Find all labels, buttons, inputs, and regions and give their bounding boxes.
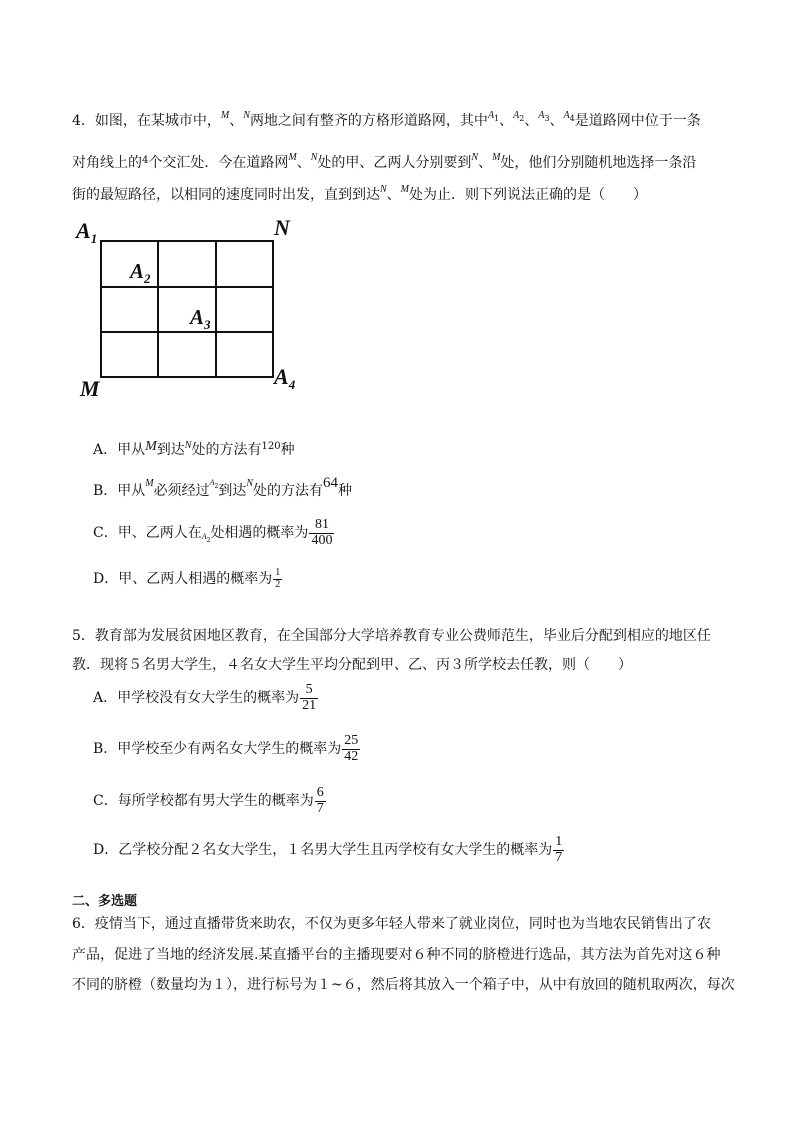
q4-line3-text-a: 街的最短路径，以相同的速度同时出发，直到到达 [72, 187, 380, 203]
var-A4: A [563, 110, 570, 121]
sub-3: 3 [544, 114, 550, 123]
q5-option-a [93, 683, 319, 713]
opt-text: B．甲学校至少有两名女大学生的概率为 [93, 741, 342, 758]
opt-text: 到达 [218, 483, 247, 499]
q4-option-d [93, 568, 283, 590]
var-N: N [184, 440, 192, 451]
sub-2: 2 [214, 483, 219, 490]
fraction-81-400 [309, 518, 334, 548]
q6-line2: 产品，促进了当地的经济发展.某直播平台的主播现要对６种不同的脐橙进行选品，其方法为首先对这６种 [72, 947, 721, 963]
label-A4: $A_4$ [274, 364, 296, 392]
opt-text: 处相遇的概率为 [210, 525, 309, 542]
q4-option-b [93, 475, 353, 500]
var-N: N [246, 478, 254, 489]
q4-line2-text-b: 个交汇处．今在道路网 [148, 155, 289, 171]
frac-num: 1 [555, 834, 563, 849]
opt-text: B．甲从 [93, 483, 146, 499]
label-A1: $A_1$ [76, 218, 98, 246]
sep: 、 [524, 113, 539, 129]
label-A3: $A_3$ [190, 305, 211, 332]
opt-text: A．甲学校没有女大学生的概率为 [93, 690, 300, 707]
frac-den: 400 [311, 532, 333, 548]
q4-line1 [72, 110, 701, 130]
q4-line1-text-a: 4．如图，在某城市中， [72, 113, 221, 129]
q5-line1: 5．教育部为发展贫困地区教育，在全国部分大学培养教育专业公费师范生，毕业后分配到相应的地区任 [72, 628, 711, 644]
label-M: M [80, 376, 100, 401]
num-4: 4 [142, 155, 149, 166]
frac-num: 81 [314, 517, 329, 532]
q5-option-c [93, 786, 327, 816]
frac-den: 21 [302, 697, 317, 713]
var-M: M [145, 478, 154, 489]
frac-den: 2 [275, 578, 281, 590]
fraction-6-7 [315, 786, 326, 816]
opt-text: 到达 [156, 442, 185, 458]
fraction-1-7 [553, 835, 564, 865]
q4-line3 [72, 184, 647, 204]
opt-text: C．甲、乙两人在 [93, 525, 202, 542]
sep: 、 [229, 113, 244, 129]
sub-2: 2 [519, 114, 525, 123]
var-M: M [145, 439, 157, 454]
sep: 、 [499, 113, 514, 129]
opt-text: 处的方法有 [191, 442, 262, 458]
opt-text: 处的方法有 [253, 483, 324, 499]
sep: 、 [386, 187, 401, 203]
var-N: N [380, 184, 387, 195]
frac-num: 6 [316, 785, 324, 800]
opt-text: 必须经过 [153, 483, 210, 499]
var-A3: A [538, 110, 545, 121]
opt-text: D．乙学校分配２名女大学生，１名男大学生且丙学校有女大学生的概率为 [93, 842, 553, 859]
var-M: M [492, 152, 501, 163]
q4-option-a [93, 439, 295, 459]
grid-figure [70, 212, 310, 402]
var-N: N [471, 152, 479, 163]
section-title-multiple-choice: 二、多选题 [72, 894, 138, 909]
sub-1: 1 [494, 114, 500, 123]
var-A2: A [513, 110, 520, 121]
label-A2: $A_2$ [130, 259, 151, 286]
opt-text: A．甲从 [93, 442, 146, 458]
sep: 、 [296, 155, 311, 171]
q4-line1-text-b: 两地之间有整齐的方格形道路网，其中 [249, 113, 488, 129]
q4-line2 [72, 152, 696, 172]
label-N: N [274, 215, 290, 240]
sep: 、 [478, 155, 493, 171]
var-A2: A [201, 532, 207, 542]
frac-den: 7 [555, 849, 563, 865]
q4-option-c [93, 518, 335, 548]
q6-line3: 不同的脐橙（数量均为１），进行标号为１~６，然后将其放入一个箱子中，从中有放回的随机取两次，每次 [72, 977, 735, 993]
num-120: 120 [261, 441, 281, 452]
num-64: 64 [323, 475, 339, 491]
sep: 、 [549, 113, 564, 129]
q6-line1: 6．疫情当下，通过直播带货来助农，不仅为更多年轻人带来了就业岗位，同时也为当地农民销售出了农 [72, 916, 711, 932]
q5-option-b [93, 734, 361, 764]
var-N: N [310, 152, 318, 163]
q4-line3-text-b: 处为止．则下列说法正确的是（ ） [409, 187, 648, 203]
q4-line2-text-a: 对角线上的 [72, 155, 142, 171]
q4-line1-text-c: 是道路网中位于一条 [574, 113, 701, 129]
var-M: M [400, 184, 410, 195]
sub-2: 2 [206, 537, 211, 545]
fraction-25-42 [342, 734, 360, 764]
q4-line2-text-c: 处的甲、乙两人分别要到 [317, 155, 472, 171]
opt-text: C．每所学校都有男大学生的概率为 [93, 793, 314, 810]
var-A1: A [487, 110, 495, 121]
frac-num: 1 [275, 567, 281, 578]
q5-line2: 教．现将５名男大学生，４名女大学生平均分配到甲、乙、丙３所学校去任教，则（ ） [72, 657, 632, 673]
frac-num: 5 [305, 682, 313, 697]
grid-lines [101, 241, 273, 377]
var-M: M [288, 152, 297, 163]
frac-den: 42 [344, 748, 359, 764]
opt-text: D．甲、乙两人相遇的概率为 [93, 571, 273, 587]
sub-4: 4 [569, 114, 575, 123]
fraction-5-21 [300, 683, 318, 713]
var-M: M [220, 110, 230, 121]
var-A2: A [209, 478, 215, 487]
var-N: N [243, 110, 250, 121]
q4-line2-text-d: 处，他们分别随机地选择一条沿 [500, 155, 697, 171]
opt-text: 种 [338, 483, 353, 499]
frac-den: 7 [316, 800, 324, 816]
opt-text: 种 [280, 442, 295, 458]
frac-num: 25 [344, 733, 359, 748]
q5-option-d [93, 835, 565, 865]
fraction-1-2 [273, 568, 282, 590]
